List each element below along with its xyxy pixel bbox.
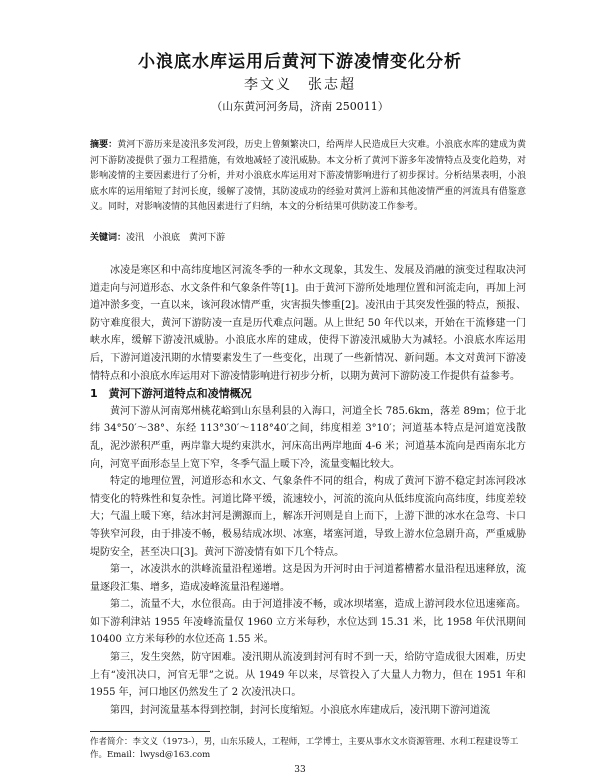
section-1-paragraph-5: 第三，发生突然，防守困难。凌汛期从流凌到封河有时不到一天，给防守造成很大困难，历史上有“凌汛决口，河官无罪”之说。从 1949 年以来，尽管投入了大量人力物力，但在 1951 年和 1955 年，河口地区仍然发生了 2 次凌汛决口。	[90, 652, 526, 699]
author-footnote: 作者简介：李文义（1973-），男，山东乐陵人，工程师，工学博士，主要从事水文水资源管理、水利工程建设等工作。Email：lwysd@163.com	[90, 737, 519, 760]
section-1-paragraph-3: 第一，冰凌洪水的洪峰流量沿程递增。这是因为开河时由于河道蓄槽蓄水量沿程迅速释放，流量逐段汇集、增多，造成凌峰流量沿程递增。	[90, 564, 526, 593]
body-text	[90, 262, 526, 719]
paper-title: 小浪底水库运用后黄河下游凌情变化分析	[138, 52, 462, 72]
abstract-text: 黄河下游历来是凌汛多发河段，历史上曾频繁决口，给两岸人民造成巨大灾难。小浪底水库的建成为黄河下游防凌提供了强力工程措施，有效地减轻了凌汛威胁。本文分析了黄河下游多年凌情特点及变化趋势，对影响凌情的主要因素进行了分析，并对小浪底水库运用对下游凌情影响进行了初步探讨。分析结果表明，小浪底水库的运用缩短了封河长度，缓解了凌情，其防凌成功的经验对黄河上游和其他凌情严重的河流具有借鉴意义。同时，对影响凌情的其他因素进行了归纳，本文的分析结果可供防凌工作参考。	[90, 140, 526, 212]
affiliation: （山东黄河河务局，济南 250011）	[211, 100, 389, 113]
intro-paragraph: 冰凌是寒区和中高纬度地区河流冬季的一种水文现象，其发生、发展及消融的演变过程取决河道走向与河道形态、水文条件和气象条件等[1]。由于黄河下游所处地理位置和河流走向，再加上河道冲淤多变，一直以来，该河段冰情严重，灾害损失惨重[2]。凌汛由于其突发性强的特点，预报、防守难度很大，黄河下游防凌一直是历代难点问题。从上世纪 50 年代以来，开始在干流修建一门峡水库，缓解下游凌汛威胁。小浪底水库的建成，使得下游凌汛威胁大为减轻。小浪底水库运用后，下游河道凌汛期的水情要素发生了一些变化，出现了一些新情况、新问题。本文对黄河下游凌情特点和小浪底水库运用对下游凌情影响进行初步分析，以期为黄河下游防凌工作提供有益参考。	[90, 265, 526, 382]
footnote-divider	[90, 731, 210, 732]
section-1-paragraph-6: 第四，封河流量基本得到控制，封河长度缩短。小浪底水库建成后，凌汛期下游河道流	[110, 704, 490, 716]
section-1-heading: 1 黄河下游河道特点和凌情概况	[90, 387, 252, 401]
section-1-paragraph-2: 特定的地理位置，河道形态和水文、气象条件不同的组合，构成了黄河下游不稳定封冻河段冰情变化的特殊性和复杂性。河道比降平缓，流速较小，河流的流向从低纬度流向高纬度，纬度差较大；气温上暖下寒，结冰封河是溯源而上，解冻开河则是自上而下，上游下泄的冰水在急弯、卡口等狭窄河段，由于排凌不畅，极易结成冰坝、冰塞，堵塞河道，导致上游水位急剧升高，严重威胁堤防安全，甚至决口[3]。黄河下游凌情有如下几个特点。	[90, 476, 526, 558]
keywords-text: 凌汛 小浪底 黄河下游	[126, 233, 226, 243]
keywords	[90, 230, 526, 243]
abstract	[90, 138, 526, 216]
page-number: 33	[294, 765, 306, 775]
keywords-label: 关键词：	[90, 233, 127, 243]
section-1-paragraph-1: 黄河下游从河南郑州桃花峪到山东垦利县的入海口，河道全长 785.6km，落差 89m；位于北纬 34°50′～38°、东经 113°30′～118°40′之间，纬度相差 3°10′；河道基本特点是河道宽浅散乱，泥沙淤积严重，两岸靠大堤约束洪水，河床高出两岸地面 4-6 米；河道基本流向是西南东北方向，河宽平面形态呈上宽下窄，冬季气温上暖下冷，流量变幅比较大。	[90, 405, 526, 470]
abstract-label: 摘要：	[90, 140, 118, 150]
section-1-paragraph-4: 第二，流量不大，水位很高。由于河道排凌不畅，或冰坝堵塞，造成上游河段水位迅速雍高。如下游利津站 1955 年凌峰流量仅 1960 立方米每秒，水位达到 15.31 米，比 1958 年伏汛期间 10400 立方米每秒的水位还高 1.55 米。	[90, 599, 526, 646]
authors: 李文义 张志超	[244, 77, 356, 93]
